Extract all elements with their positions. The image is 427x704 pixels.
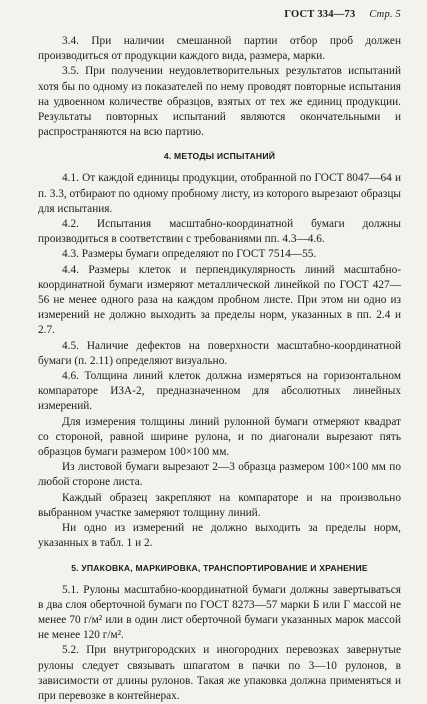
paragraph-4-1: 4.1. От каждой единицы продукции, отобранной по ГОСТ 8047—64 и п. 3.3, отбирают по одному пробному листу, из которого вырезают образцы для испытания. — [38, 172, 401, 215]
page-header — [284, 9, 401, 20]
paragraph-roll-measurement: Для измерения толщины линий рулонной бумаги отмеряют квадрат со стороной, равной ширине рулона, и по диагонали вырезают пять образцов бумаги размером 100×100 мм. — [38, 415, 401, 459]
paragraph-4-3: 4.3. Размеры бумаги определяют по ГОСТ 7514—55. — [62, 248, 317, 261]
paragraph-5-2: 5.2. При внутригородских и иногородних перевозках завернутые рулоны следует связывать шпагатом в пачки по 3—10 рулонов, в зависимости от длины рулонов. Такая же упаковка должна применяться и при перевозке в контейнерах. — [38, 644, 401, 702]
paragraph-4-2: 4.2. Испытания масштабно-координатной бумаги должны производиться в соответствии с требованиями пп. 4.3—4.6. — [38, 218, 401, 246]
paragraph-5-1: 5.1. Рулоны масштабно-координатной бумаги должны завертываться в два слоя оберточной бумаги по ГОСТ 8273—57 марки Б или Г массой не менее 70 г/м² или в один лист оберточной бумаги указанных марок массой не менее 120 г/м². — [38, 583, 401, 642]
section-5-heading: 5. УПАКОВКА, МАРКИРОВКА, ТРАНСПОРТИРОВАНИЕ И ХРАНЕНИЕ — [71, 562, 368, 573]
paragraph-3-5: 3.5. При получении неудовлетворительных результатов испытаний хотя бы по одному из показателей по нему проводят повторные испытания на удвоенном количестве образцов, взятых от тех же единиц продукции. Результаты повторных испытаний являются окончательными и распространяются на всю партию. — [38, 65, 401, 139]
page-number: Стр. 5 — [369, 9, 401, 20]
paragraph-3-4: 3.4. При наличии смешанной партии отбор проб должен производиться от продукции каждого вида, размера, марки. — [38, 35, 401, 63]
section-4-heading: 4. МЕТОДЫ ИСПЫТАНИЙ — [163, 151, 276, 162]
paragraph-sheet-samples: Из листовой бумаги вырезают 2—3 образца размером 100×100 мм по любой стороне листа. — [38, 461, 401, 489]
paragraph-4-6: 4.6. Толщина линий клеток должна измеряться на горизонтальном компараторе ИЗА-2, предназначенном для абсолютных линейных измерений. — [38, 370, 401, 413]
paragraph-norms: Ни одно из измерений не должно выходить за пределы норм, указанных в табл. 1 и 2. — [38, 522, 401, 550]
paragraph-comparator: Каждый образец закрепляют на компараторе и на произвольно выбранном участке замеряют толщину линий. — [38, 491, 401, 519]
standard-number: ГОСТ 334—73 — [284, 9, 356, 20]
paragraph-4-5: 4.5. Наличие дефектов на поверхности масштабно-координатной бумаги (п. 2.11) определяют визуально. — [38, 339, 401, 367]
document-body — [38, 34, 401, 704]
paragraph-4-4: 4.4. Размеры клеток и перпендикулярность линий масштабно-координатной бумаги измеряют металлической линейкой по ГОСТ 427—56 не менее одного раза на каждом пробном листе. При этом ни одно из измерений не должно выходить за пределы норм, указанных в пп. 2.4 и 2.7. — [38, 263, 401, 337]
